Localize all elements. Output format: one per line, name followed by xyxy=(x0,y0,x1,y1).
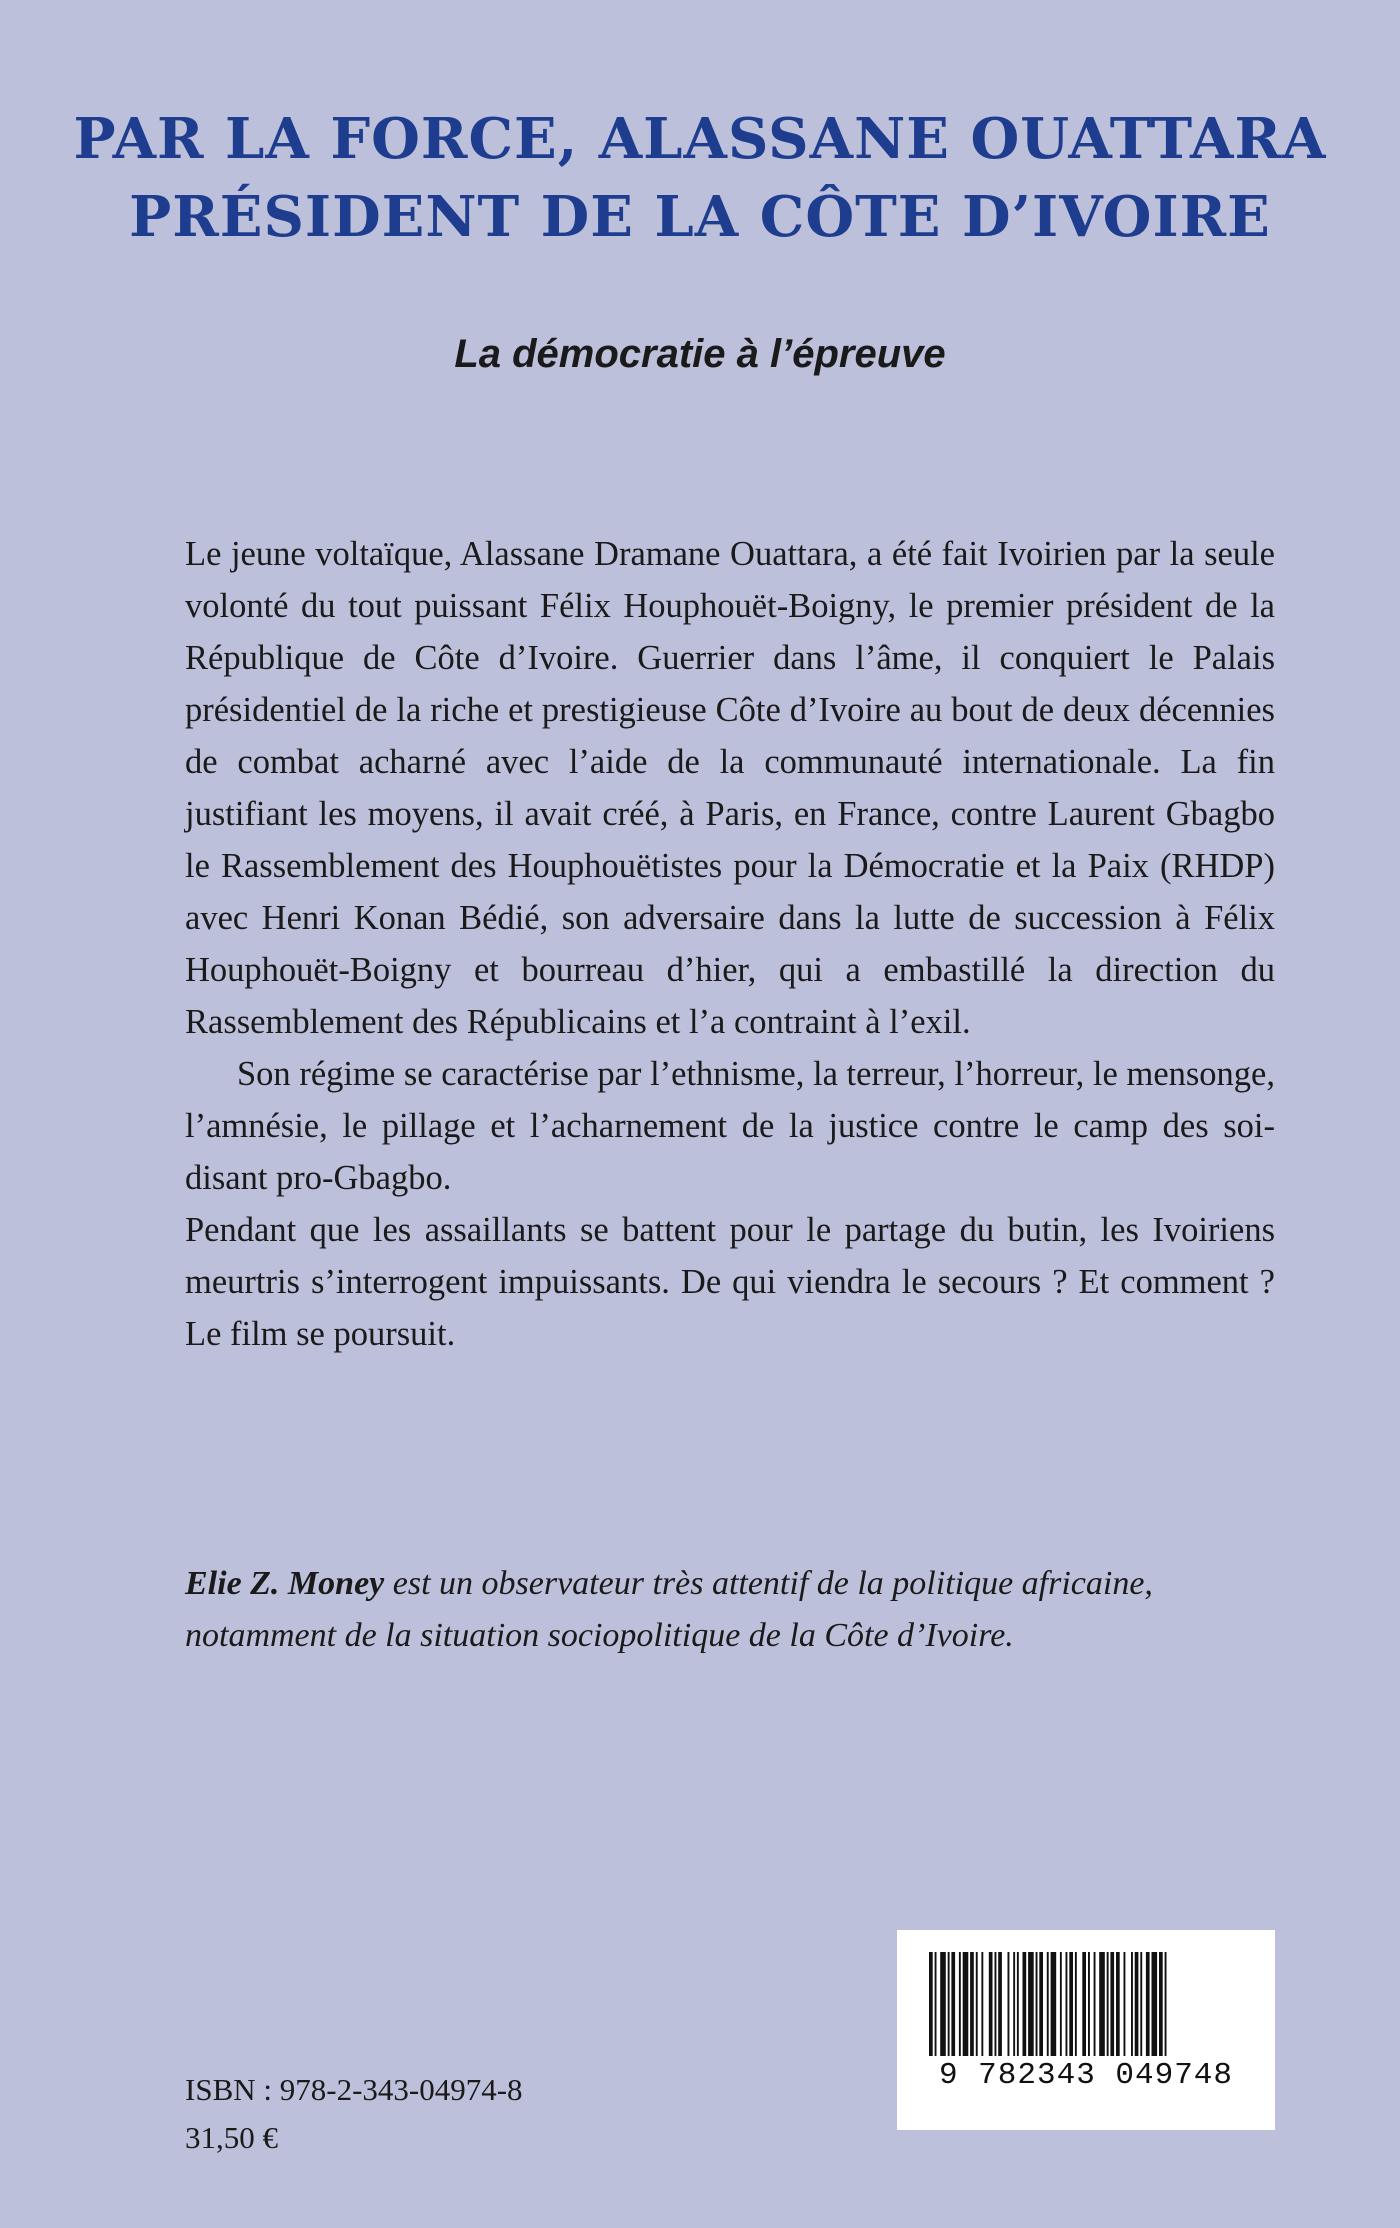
summary-paragraph-3: Pendant que les assaillants se battent pour le partage du butin, les Ivoiriens meurtris s’interrogent impuissants. De qui viendra le secours ? Et comment ? Le film se poursuit. xyxy=(185,1211,1275,1353)
barcode-bar xyxy=(1165,1952,1167,2056)
barcode-bar xyxy=(929,1952,933,2056)
barcode-bar xyxy=(940,1952,946,2056)
barcode-bar xyxy=(1028,1952,1034,2056)
barcode-bar xyxy=(1088,1952,1090,2056)
author-bio xyxy=(185,1558,1275,1662)
barcode-bar xyxy=(1131,1952,1133,2056)
barcode-bar xyxy=(1051,1952,1057,2056)
barcode-bar xyxy=(1124,1952,1126,2056)
barcode-digits: 9 782343 049748 xyxy=(938,2058,1234,2093)
barcode-bar xyxy=(1060,1952,1062,2056)
barcode-bar xyxy=(1036,1952,1038,2056)
barcode-bar xyxy=(1135,1952,1139,2056)
barcode-bar xyxy=(998,1952,1002,2056)
price-text: 31,50 € xyxy=(185,2120,278,2155)
barcode-bar xyxy=(1047,1952,1049,2056)
barcode-bar xyxy=(1094,1952,1096,2056)
barcode-bar xyxy=(1110,1952,1114,2056)
barcode-bar xyxy=(1099,1952,1105,2056)
barcode-bar xyxy=(948,1952,950,2056)
barcode-bar xyxy=(1152,1952,1158,2056)
summary-paragraph-1: Le jeune voltaïque, Alassane Dramane Ouattara, a été fait Ivoirien par la seule volonté du tout puissant Félix Houphouët-Boigny, le premier président de la République de Côte d’Ivoire. Guerrier dans l’âme, il conquiert le Palais présidentiel de la riche et prestigieuse Côte d’Ivoire au bout de deux décennies de combat acharné avec l’aide de la communauté internationale. La fin justifiant les moyens, il avait créé, à Paris, en France, contre Laurent Gbagbo le Rassemblement des Houphouëtistes pour la Démocratie et la Paix (RHDP) avec Henri Konan Bédié, son adversaire dans la lutte de succession à Félix Houphouët-Boigny et bourreau d’hier, qui a embastillé la direction du Rassemblement des Républicains et l’a contraint à l’exil. xyxy=(185,535,1275,1041)
isbn-text: ISBN : 978-2-343-04974-8 xyxy=(185,2072,523,2107)
barcode-bar xyxy=(1116,1952,1120,2056)
barcode-bar xyxy=(1140,1952,1142,2056)
book-title-line-1: PAR LA FORCE, ALASSANE OUATTARA xyxy=(73,106,1327,172)
book-subtitle: La démocratie à l’épreuve xyxy=(454,332,946,376)
barcode-bar xyxy=(935,1952,937,2056)
book-title-line-2: PRÉSIDENT DE LA CÔTE D’IVOIRE xyxy=(129,184,1271,250)
summary-paragraph-2: Son régime se caractérise par l’ethnisme, la terreur, l’horreur, le mensonge, l’amnésie, le pillage et l’acharnement de la justice contre le camp des soi-disant pro-Gbagbo. xyxy=(185,1055,1275,1197)
book-title xyxy=(0,100,1400,256)
barcode-bar xyxy=(1075,1952,1077,2056)
barcode-panel xyxy=(897,1930,1275,2130)
barcode-bar xyxy=(970,1952,974,2056)
barcode-bar xyxy=(1069,1952,1073,2056)
barcode-bar xyxy=(1039,1952,1043,2056)
barcode-bar xyxy=(1107,1952,1109,2056)
barcode-bar xyxy=(951,1952,955,2056)
barcode-bar xyxy=(1008,1952,1010,2056)
barcode-bar xyxy=(1017,1952,1019,2056)
barcode-bar xyxy=(989,1952,993,2056)
barcode-bar xyxy=(976,1952,978,2056)
author-bio-text: est un observateur très attentif de la politique africaine, notamment de la situation sociopolitique de la Côte d’Ivoire. xyxy=(185,1565,1153,1654)
barcode-bar xyxy=(1159,1952,1163,2056)
barcode-bar xyxy=(1023,1952,1027,2056)
barcode-bar xyxy=(995,1952,997,2056)
barcode-bar xyxy=(1082,1952,1086,2056)
back-cover-summary xyxy=(185,528,1275,1360)
barcode-bar xyxy=(959,1952,961,2056)
barcode-bar xyxy=(981,1952,983,2056)
author-name: Elie Z. Money xyxy=(185,1565,385,1602)
barcode-icon xyxy=(925,1952,1247,2056)
barcode-bar xyxy=(1146,1952,1150,2056)
barcode-bar xyxy=(1066,1952,1068,2056)
barcode-bar xyxy=(963,1952,969,2056)
barcode-bar xyxy=(1013,1952,1015,2056)
